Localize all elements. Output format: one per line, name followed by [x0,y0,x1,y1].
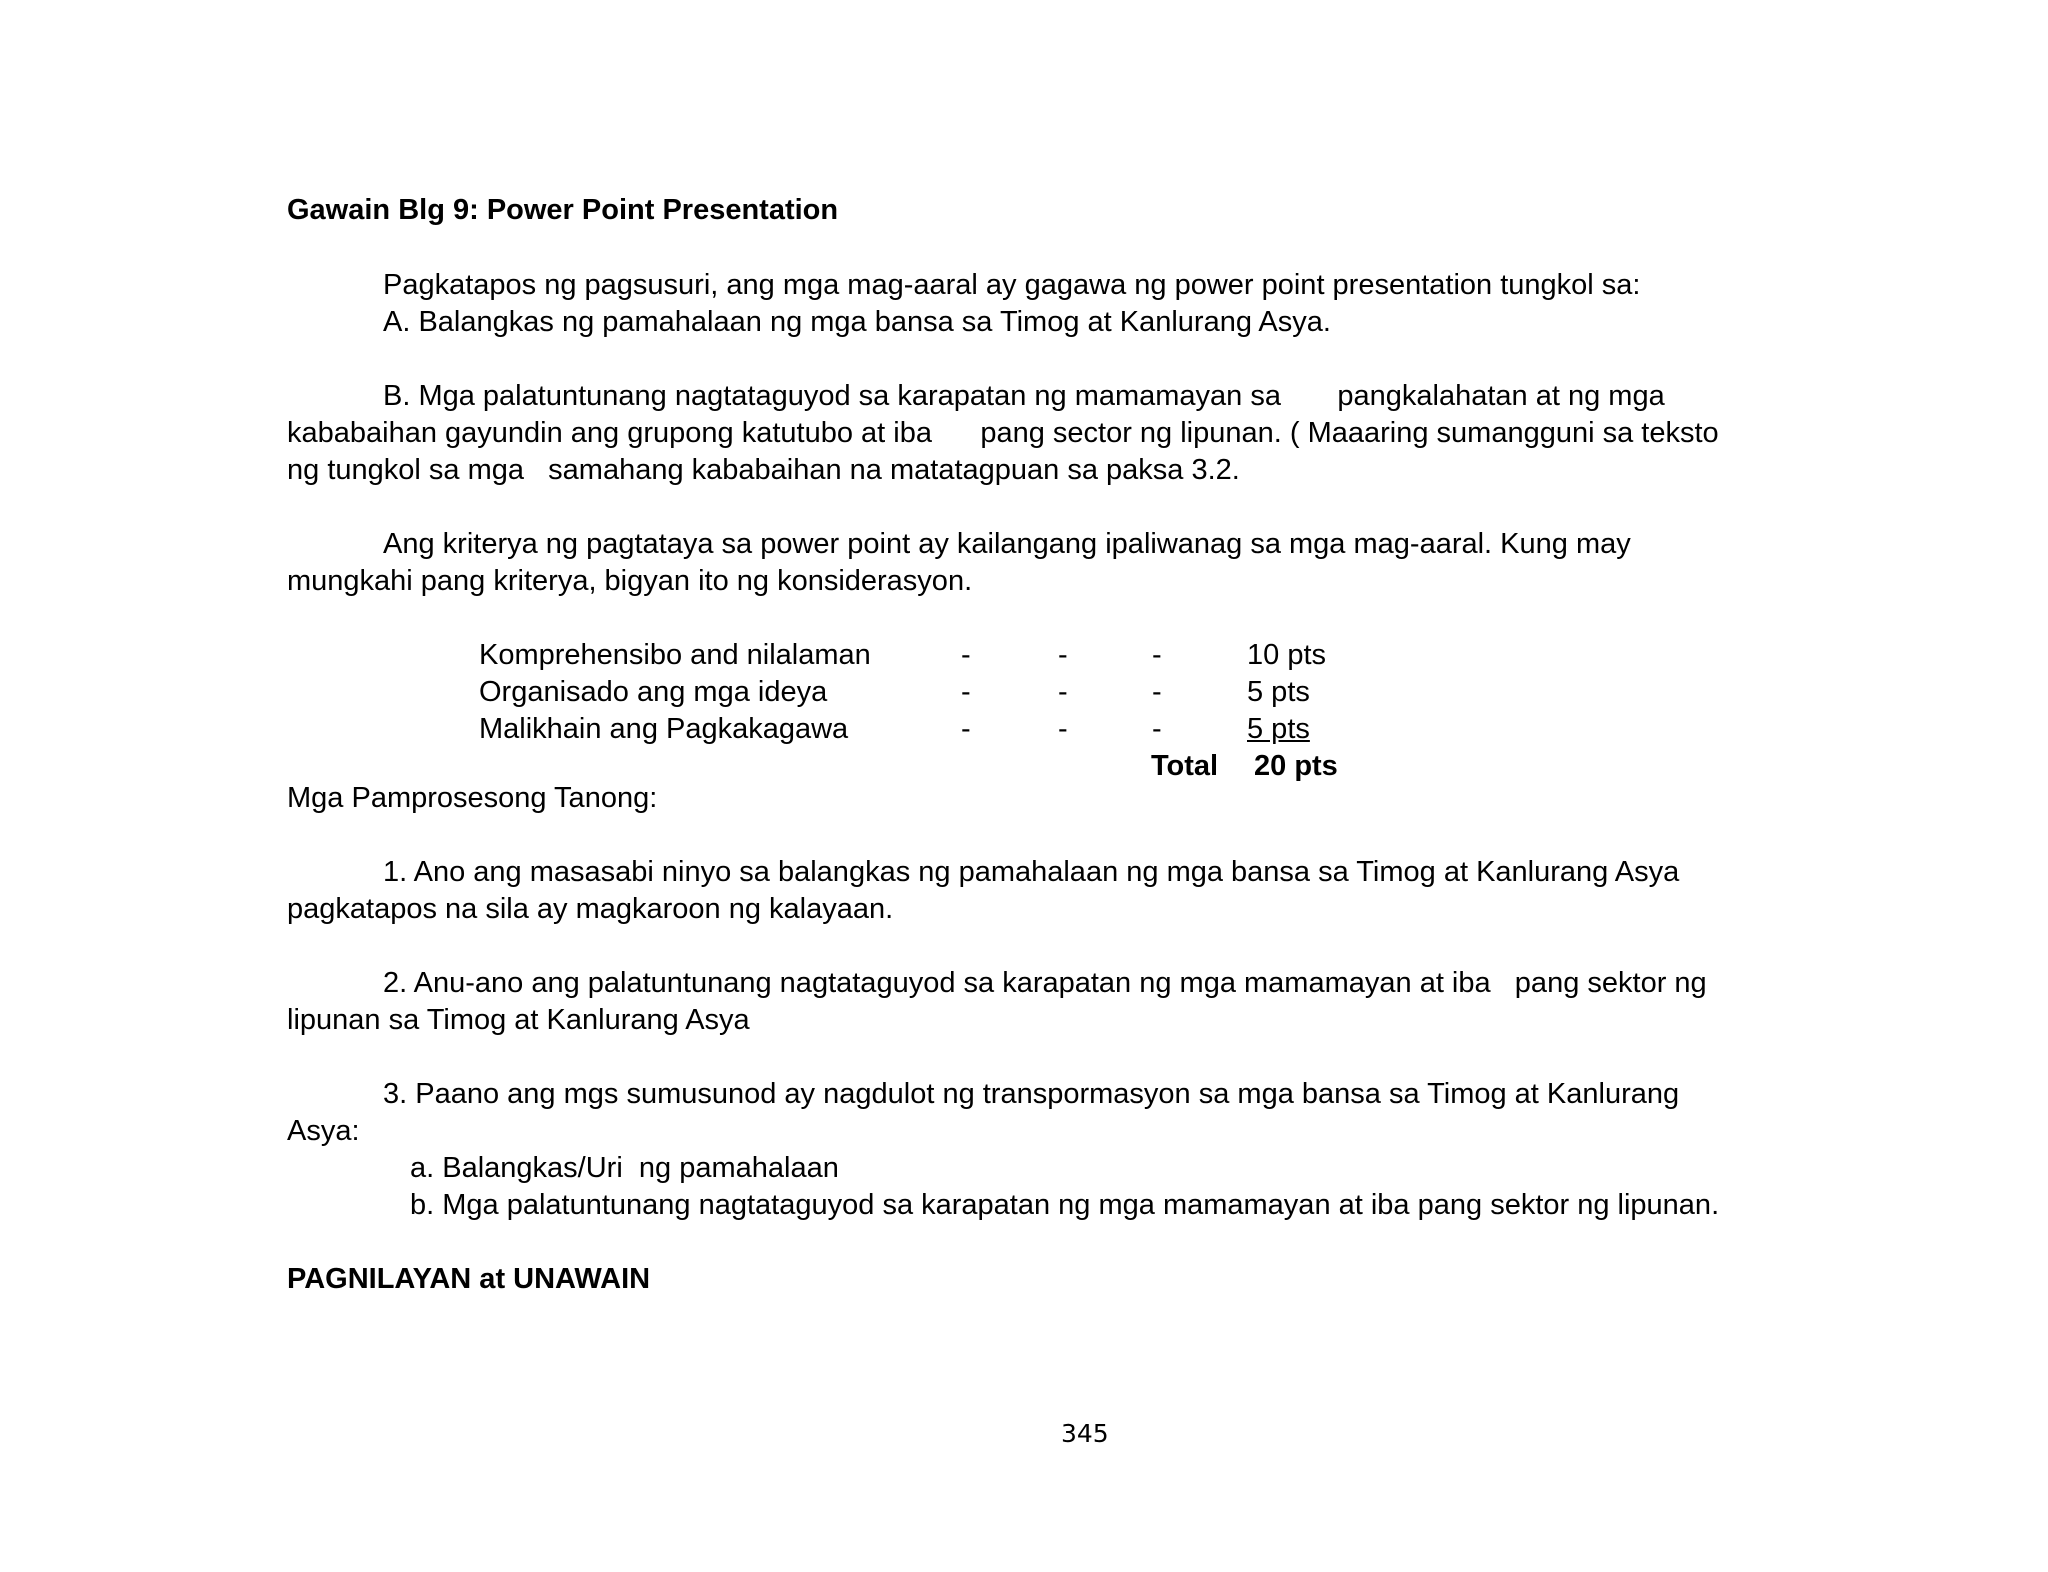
intro-line-1: Pagkatapos ng pagsusuri, ang mga mag-aaral ay gagawa ng power point presentation tungkol sa: [383,269,1641,301]
activity-heading: Gawain Blg 9: Power Point Presentation [287,194,839,226]
rubric-dash: - [1058,676,1068,708]
rubric-criterion: Komprehensibo and nilalaman [479,639,871,671]
rubric-dash: - [1152,639,1162,671]
question-3-sub-a: a. Balangkas/Uri ng pamahalaan [410,1152,839,1184]
item-b-line-3: ng tungkol sa mga samahang kababaihan na matatagpuan sa paksa 3.2. [287,454,1240,486]
question-3-sub-b: b. Mga palatuntunang nagtataguyod sa karapatan ng mga mamamayan at iba pang sektor ng lipunan. [410,1189,1720,1221]
rubric-criterion: Organisado ang mga ideya [479,676,828,708]
rubric-total-label: Total [1151,750,1219,782]
rubric-criterion: Malikhain ang Pagkakagawa [479,713,849,745]
rubric-dash: - [1152,676,1162,708]
question-3-line-2: Asya: [287,1115,360,1147]
rubric-points: 10 pts [1247,639,1326,671]
rubric-dash: - [961,676,971,708]
rubric-points: 5 pts [1247,676,1310,708]
rubric-dash: - [1058,639,1068,671]
intro-item-a: A. Balangkas ng pamahalaan ng mga bansa sa Timog at Kanlurang Asya. [383,306,1331,338]
rubric-dash: - [1058,713,1068,745]
rubric-dash: - [961,713,971,745]
questions-heading: Mga Pamprosesong Tanong: [287,782,658,814]
criteria-note-line-2: mungkahi pang kriterya, bigyan ito ng konsiderasyon. [287,565,973,597]
section-heading: PAGNILAYAN at UNAWAIN [287,1263,651,1295]
question-3-line-1: 3. Paano ang mgs sumusunod ay nagdulot ng transpormasyon sa mga bansa sa Timog at Kanlurang [383,1078,1680,1110]
rubric-dash: - [961,639,971,671]
criteria-note-line-1: Ang kriterya ng pagtataya sa power point ay kailangang ipaliwanag sa mga mag-aaral. Kung may [383,528,1631,560]
question-2-line-2: lipunan sa Timog at Kanlurang Asya [287,1004,750,1036]
question-2-line-1: 2. Anu-ano ang palatuntunang nagtataguyod sa karapatan ng mga mamamayan at iba pang sektor ng [383,967,1707,999]
rubric-dash: - [1152,713,1162,745]
item-b-line-1: B. Mga palatuntunang nagtataguyod sa karapatan ng mamamayan sa pangkalahatan at ng mga [383,380,1665,412]
page-number: 345 [1061,1419,1109,1448]
question-1-line-2: pagkatapos na sila ay magkaroon ng kalayaan. [287,893,894,925]
rubric-total-points: 20 pts [1254,750,1338,782]
question-1-line-1: 1. Ano ang masasabi ninyo sa balangkas ng pamahalaan ng mga bansa sa Timog at Kanlurang Asya [383,856,1680,888]
rubric-points: 5 pts [1247,713,1310,745]
item-b-line-2: kababaihan gayundin ang grupong katutubo at iba pang sector ng lipunan. ( Maaaring sumangguni sa teksto [287,417,1719,449]
